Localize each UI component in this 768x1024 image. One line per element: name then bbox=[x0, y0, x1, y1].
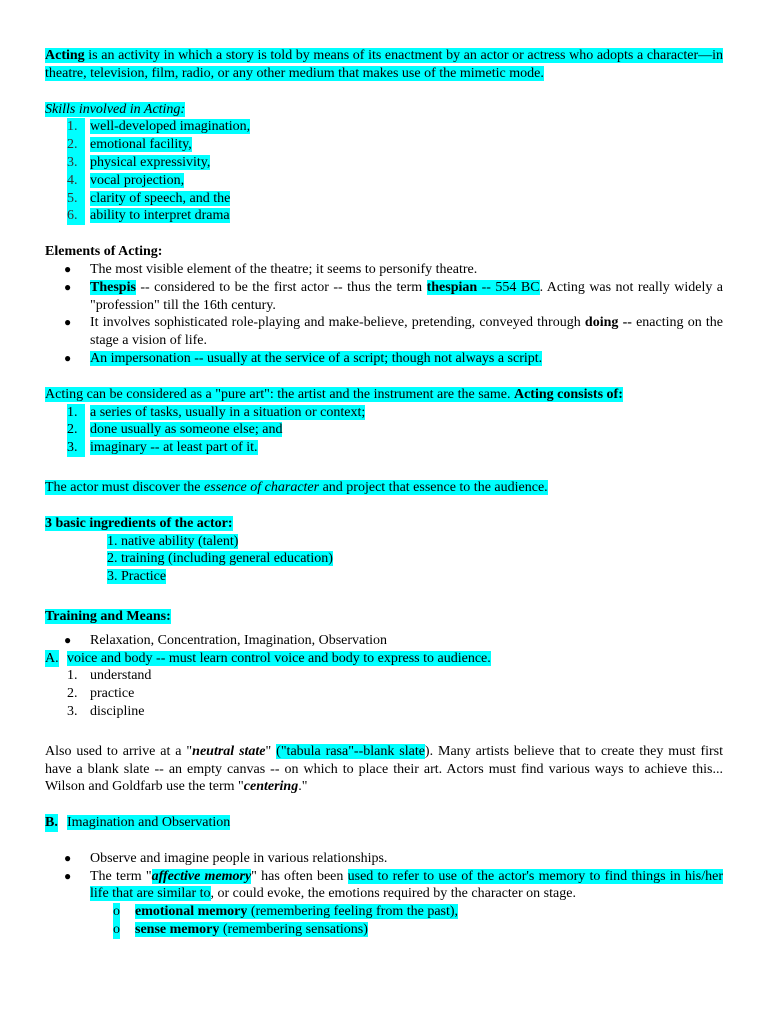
bullet-icon: ● bbox=[64, 632, 72, 647]
list-item: ● Thespis -- considered to be the first actor -- thus the term thespian -- 554 BC. Acting was not really widely a "profession" till the 16th century. bbox=[64, 279, 724, 313]
skills-list bbox=[45, 118, 723, 225]
section-b-list bbox=[45, 850, 723, 939]
intro-term: Acting bbox=[45, 48, 85, 63]
section-a-heading: A. voice and body -- must learn control voice and body to express to audience. bbox=[45, 650, 491, 666]
document-page bbox=[45, 47, 723, 939]
list-item: 6. ability to interpret drama bbox=[67, 208, 230, 224]
list-item: 4. vocal projection, bbox=[67, 172, 185, 188]
pure-art-paragraph: Acting can be considered as a "pure art": the artist and the instrument are the same. Acting consists of: bbox=[45, 386, 623, 402]
bullet-icon: ● bbox=[64, 315, 72, 330]
list-item: 2. emotional facility, bbox=[67, 137, 192, 153]
list-item: 1. understand bbox=[67, 668, 152, 684]
bullet-icon: ● bbox=[64, 868, 72, 883]
list-item: 3. discipline bbox=[67, 703, 145, 719]
list-item: 1. a series of tasks, usually in a situation or context; bbox=[67, 404, 366, 420]
list-item: 2. training (including general education) bbox=[107, 551, 333, 567]
ingredients-list bbox=[45, 533, 723, 586]
elements-heading: Elements of Acting: bbox=[45, 244, 163, 260]
list-item: 5. clarity of speech, and the bbox=[67, 190, 231, 206]
list-item: ● Relaxation, Concentration, Imagination, Observation bbox=[64, 632, 388, 648]
story-link: story bbox=[225, 48, 254, 63]
bullet-icon: ● bbox=[64, 350, 72, 365]
list-item: ● An impersonation -- usually at the service of a script; though not always a script. bbox=[64, 350, 543, 366]
essence-paragraph: The actor must discover the essence of character and project that essence to the audience. bbox=[45, 479, 548, 495]
skills-heading: Skills involved in Acting: bbox=[45, 101, 186, 117]
list-item: 3. physical expressivity, bbox=[67, 154, 211, 170]
list-item: 3. Practice bbox=[107, 569, 167, 585]
list-item: ● It involves sophisticated role-playing and make-believe, pretending, conveyed through doing -- enacting on the stage a vision of life. bbox=[64, 315, 724, 349]
list-item: o emotional memory (remembering feeling from the past), bbox=[113, 904, 459, 920]
consists-list bbox=[45, 404, 723, 457]
training-list bbox=[45, 632, 723, 650]
list-item: 2. done usually as someone else; and bbox=[67, 422, 283, 438]
list-item: 1. native ability (talent) bbox=[107, 533, 239, 549]
bullet-icon: ● bbox=[64, 279, 72, 294]
bullet-icon: ● bbox=[64, 261, 72, 276]
discipline-list bbox=[45, 667, 723, 720]
list-item: ● The term "affective memory" has often been used to refer to use of the actor's memory to find things in his/her life that are similar to, or could evoke, the emotions required by the character on stage. bbox=[64, 868, 723, 902]
list-item: 3. imaginary -- at least part of it. bbox=[67, 440, 258, 456]
training-heading: Training and Means: bbox=[45, 608, 171, 624]
ingredients-heading: 3 basic ingredients of the actor: bbox=[45, 515, 233, 531]
list-item: o sense memory (remembering sensations) bbox=[113, 922, 368, 938]
list-item: ● The most visible element of the theatre; it seems to personify theatre. bbox=[64, 261, 478, 277]
list-item: 1. well-developed imagination, bbox=[67, 119, 251, 135]
section-b-heading: B. Imagination and Observation bbox=[45, 815, 231, 831]
list-item: ● Observe and imagine people in various relationships. bbox=[64, 850, 388, 866]
neutral-state-paragraph: Also used to arrive at a "neutral state" ("tabula rasa"--blank slate). Many artists believe that to create they must first have a blank slate -- an empty canvas -- on which to place their art. Actors must find various ways to achieve this... Wilson and Goldfarb use the term "centering." bbox=[45, 743, 723, 795]
list-item: 2. practice bbox=[67, 686, 135, 702]
bullet-icon: ● bbox=[64, 850, 72, 865]
intro-paragraph: Acting is an activity in which a story is told by means of its enactment by an actor or actress who adopts a character—in theatre, television, film, radio, or any other medium that makes use of the mimetic mode. bbox=[45, 48, 723, 81]
elements-list bbox=[45, 261, 723, 368]
